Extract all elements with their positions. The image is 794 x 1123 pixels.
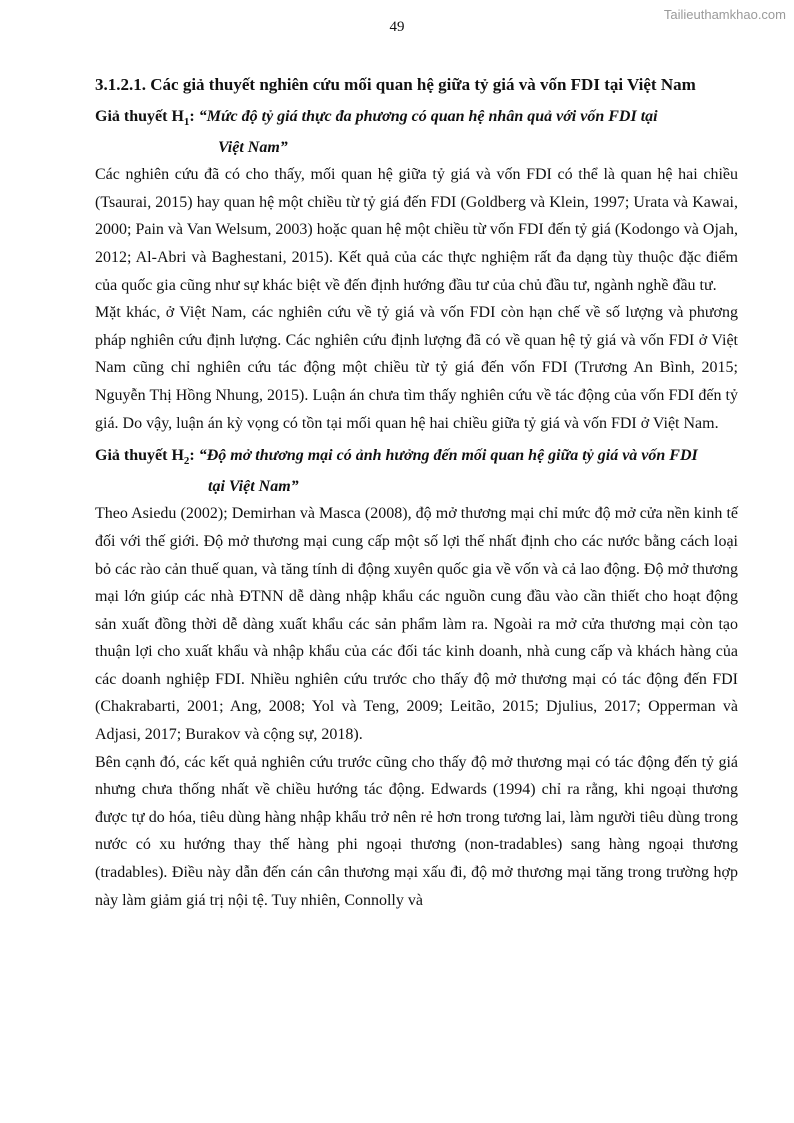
- hypothesis-2: [95, 443, 738, 500]
- section-heading: 3.1.2.1. Các giả thuyết nghiên cứu mối quan hệ giữa tỷ giá và vốn FDI tại Việt Nam: [95, 75, 696, 94]
- hypothesis-1-text-cont: Việt Nam”: [218, 139, 288, 157]
- hypothesis-1-label: Giả thuyết $H_1$:: [95, 108, 195, 129]
- page-content: [95, 72, 738, 914]
- paragraph: Theo Asiedu (2002); Demirhan và Masca (2008), độ mở thương mại chỉ mức độ mở cửa nền kinh tế đối với thế giới. Độ mở thương mại cung cấp một số lợi thế nhất định cho các nước bằng cách loại bỏ các rào cản thuế quan, và tăng tính di động xuyên quốc gia về vốn và cả lao động. Độ mở thương mại lớn giúp các nhà ĐTNN dễ dàng nhập khẩu các nguồn cung đầu vào cần thiết cho hoạt động sản xuất đồng thời dễ dàng xuất khẩu các sản phẩm làm ra. Ngoài ra mở cửa thương mại còn tạo thuận lợi cho xuất khẩu và nhập khẩu của các đối tác kinh doanh, nhà cung cấp và khách hàng của các doanh nghiệp FDI. Nhiều nghiên cứu trước cho thấy độ mở thương mại có tác động đến FDI (Chakrabarti, 2001; Ang, 2008; Yol và Teng, 2009; Leitão, 2015; Djulius, 2017; Opperman và Adjasi, 2017; Burakov và cộng sự, 2018).: [95, 505, 738, 744]
- watermark: Tailieuthamkhao.com: [663, 7, 786, 22]
- hypothesis-1-text: “Mức độ tỷ giá thực đa phương có quan hệ nhân quả với vốn FDI tại: [198, 108, 658, 125]
- hypothesis-2-text: “Độ mở thương mại có ảnh hưởng đến mối quan hệ giữa tỷ giá và vốn FDI: [198, 447, 698, 465]
- paragraph: Các nghiên cứu đã có cho thấy, mối quan hệ giữa tỷ giá và vốn FDI có thể là quan hệ hai chiều (Tsaurai, 2015) hay quan hệ một chiều từ tỷ giá đến FDI (Goldberg và Klein, 1997; Urata và Kawai, 2000; Pain và Van Welsum, 2003) hoặc quan hệ một chiều từ vốn FDI đến tỷ giá (Kodongo và Ojah, 2012; Al-Abri và Baghestani, 2015). Kết quả của các thực nghiệm rất đa dạng tùy thuộc đặc điểm của quốc gia cũng như sự khác biệt về đến định hướng đầu tư của chủ đầu tư, ngành nghề đầu tư.: [95, 166, 738, 294]
- page-number: 49: [389, 19, 405, 35]
- paragraph: Bên cạnh đó, các kết quả nghiên cứu trước cũng cho thấy độ mở thương mại có tác động đến tỷ giá nhưng chưa thống nhất về chiều hướng tác động. Edwards (1994) chỉ ra rằng, khi ngoại thương được tự do hóa, tiêu dùng hàng nhập khẩu trở nên rẻ hơn trong tương lai, làm người tiêu dùng trong nước có xu hướng thay thế hàng phi ngoại thương (non-tradables) sang hàng ngoại thương (tradables). Điều này dẫn đến cán cân thương mại xấu đi, độ mở thương mại tăng trong trường hợp này làm giảm giá trị nội tệ. Tuy nhiên, Connolly và: [95, 753, 738, 909]
- hypothesis-2-label: Giả thuyết $H_2$:: [95, 447, 195, 468]
- hypothesis-1: [95, 104, 738, 161]
- hypothesis-2-text-cont: tại Việt Nam”: [208, 478, 299, 496]
- paragraph: Mặt khác, ở Việt Nam, các nghiên cứu về tỷ giá và vốn FDI còn hạn chế về số lượng và phương pháp nghiên cứu định lượng. Các nghiên cứu định lượng đã có về quan hệ tỷ giá và vốn FDI ở Việt Nam cũng chỉ nghiên cứu tác động một chiều từ tỷ giá đến vốn FDI (Trương An Bình, 2015; Nguyễn Thị Hồng Nhung, 2015). Luận án chưa tìm thấy nghiên cứu về tác động của vốn FDI đến tỷ giá. Do vậy, luận án kỳ vọng có tồn tại mối quan hệ hai chiều giữa tỷ giá và vốn FDI ở Việt Nam.: [95, 304, 738, 432]
